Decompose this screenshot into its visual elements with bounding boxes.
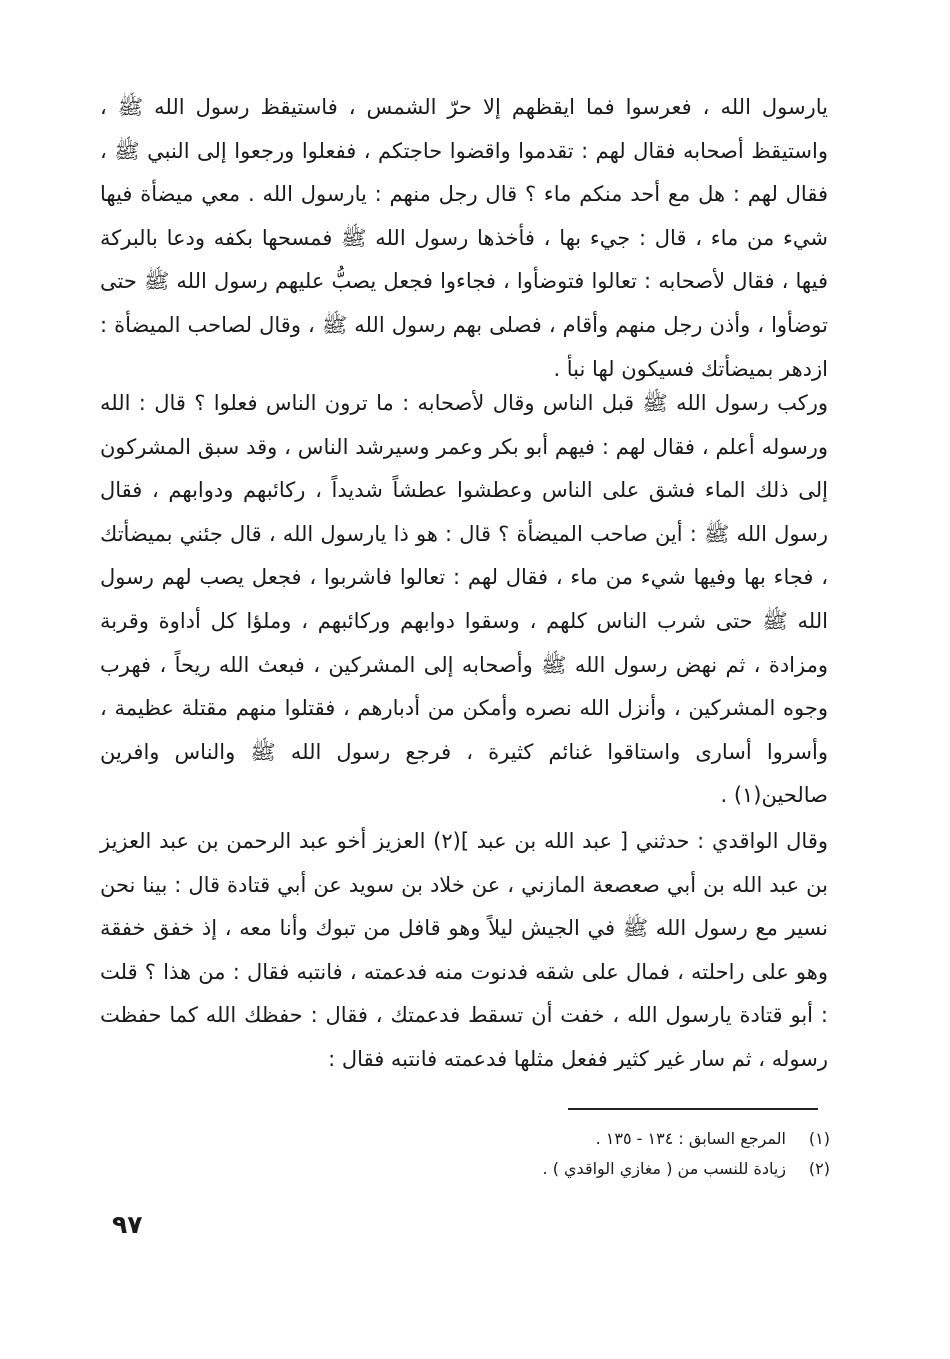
paragraph-1: يارسول الله ، فعرسوا فما ايقظهم إلا حرّ الشمس ، فاستيقظ رسول الله ﷺ ، واستيقظ أصحابه فقال لهم : تقدموا واقضوا حاجتكم ، ففعلوا ورجعوا إلى النبي ﷺ ، فقال لهم : هل مع أحد منكم ماء ؟ قال رجل منهم : يارسول الله . معي ميضأة فيها شيء من ماء ، قال : جيء بها ، فأخذها رسول الله ﷺ فمسحها بكفه ودعا بالبركة فيها ، فقال لأصحابه : تعالوا فتوضأوا ، فجاءوا فجعل يصبُّ عليهم رسول الله ﷺ حتى توضأوا ، وأذن رجل منهم وأقام ، فصلى بهم رسول الله ﷺ ، وقال لصاحب الميضأة : ازدهر بميضأتك فسيكون لها نبأ .: [100, 95, 828, 381]
footnote-divider: [568, 1108, 818, 1110]
paragraph-3: وقال الواقدي : حدثني [ عبد الله بن عبد ](٢) العزيز أخو عبد الرحمن بن عبد العزيز بن عبد الله بن أبي صعصعة المازني ، عن خلاد بن سويد عن أبي قتادة قال : بينا نحن نسير مع رسول الله ﷺ في الجيش ليلاً وهو قافل من تبوك وأنا معه ، إذ خفق خفقة وهو على راحلته ، فمال على شقه فدنوت منه فدعمته ، فانتبه فقال : من هذا ؟ قلت : أبو قتادة يارسول الله ، خفت أن تسقط فدعمتك ، فقال : حفظك الله كما حفظت رسوله ، ثم سار غير كثير ففعل مثلها فدعمته فانتبه فقال :: [100, 829, 828, 1071]
footnotes: [360, 1124, 830, 1184]
footnote-text: زيادة للنسب من ( مغازي الواقدي ) .: [542, 1159, 786, 1178]
footnote-text: المرجع السابق : ١٣٤ - ١٣٥ .: [595, 1129, 786, 1148]
footnote-number: (٢): [808, 1159, 830, 1178]
paragraph-2: وركب رسول الله ﷺ قبل الناس وقال لأصحابه : ما ترون الناس فعلوا ؟ قال : الله ورسوله أعلم ، فقال لهم : فيهم أبو بكر وعمر وسيرشد الناس ، وقد سبق المشركون إلى ذلك الماء فشق على الناس وعطشوا عطشاً شديداً ، ركائبهم ودوابهم ، فقال رسول الله ﷺ : أين صاحب الميضأة ؟ قال : هو ذا يارسول الله ، قال جئني بميضأتك ، فجاء بها وفيها شيء من ماء ، فقال لهم : تعالوا فاشربوا ، فجعل يصب لهم رسول الله ﷺ حتى شرب الناس كلهم ، وسقوا دوابهم وركائبهم ، وملؤا كل أداوة وقربة ومزادة ، ثم نهض رسول الله ﷺ وأصحابه إلى المشركين ، فبعث الله ريحاً ، فهرب وجوه المشركين ، وأنزل الله نصره وأمكن من أدبارهم ، فقتلوا منهم مقتلة عظيمة ، وأسروا أسارى واستاقوا غنائم كثيرة ، فرجع رسول الله ﷺ والناس وافرين صالحين(١) .: [100, 391, 828, 808]
page-number: ٩٧: [112, 1210, 143, 1239]
footnote-1: [360, 1124, 830, 1154]
footnote-2: [360, 1154, 830, 1184]
footnote-number: (١): [808, 1129, 830, 1148]
